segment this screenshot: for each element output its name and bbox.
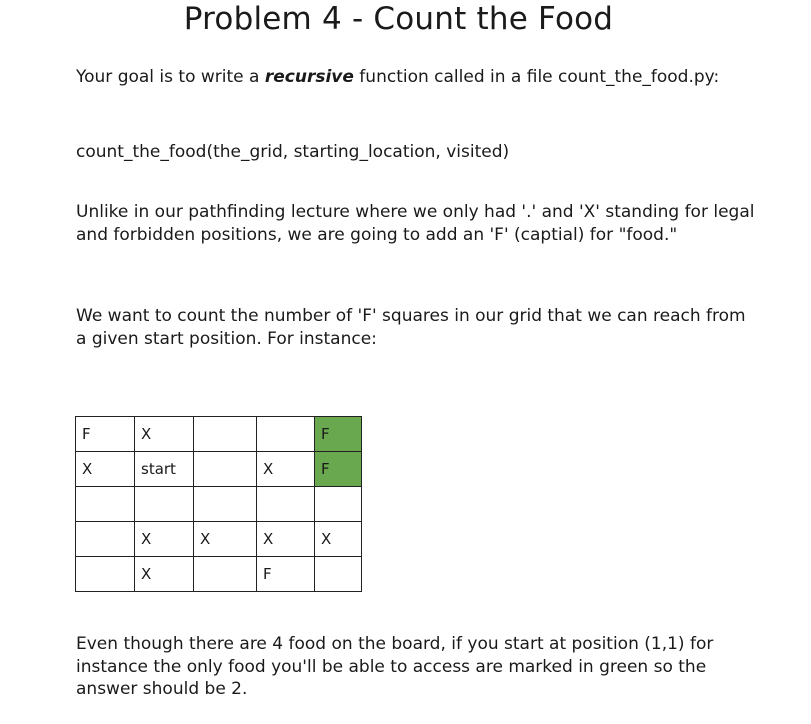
grid-row [76, 557, 362, 592]
grid-cell: X [135, 557, 194, 592]
grid-cell [76, 522, 135, 557]
intro-paragraph [76, 66, 756, 89]
grid-cell [76, 487, 135, 522]
recursive-emphasis: recursive [264, 67, 354, 87]
page-title: Problem 4 - Count the Food [183, 1, 614, 37]
grid-row [76, 452, 362, 487]
grid-cell [257, 417, 315, 452]
grid-cell: X [315, 522, 362, 557]
grid-row [76, 522, 362, 557]
grid-cell [194, 417, 257, 452]
grid-cell: F [76, 417, 135, 452]
grid-cell: X [194, 522, 257, 557]
grid-cell: X [76, 452, 135, 487]
grid-cell [194, 557, 257, 592]
grid-cell: X [257, 522, 315, 557]
grid-cell-start: start [135, 452, 194, 487]
task-paragraph: We want to count the number of 'F' squares in our grid that we can reach from a given start position. For instance: [76, 306, 746, 349]
grid-cell [315, 557, 362, 592]
grid-cell: X [135, 522, 194, 557]
intro-text-before: Your goal is to write a [76, 67, 265, 87]
grid-cell [135, 487, 194, 522]
grid-cell: X [257, 452, 315, 487]
grid-cell [194, 487, 257, 522]
grid-row [76, 487, 362, 522]
grid-cell [76, 557, 135, 592]
food-grid [75, 416, 362, 592]
explanation-paragraph: Unlike in our pathfinding lecture where we only had '.' and 'X' standing for legal and forbidden positions, we are going to add an 'F' (captial) for "food." [76, 202, 755, 245]
grid-cell [194, 452, 257, 487]
grid-cell-reachable-food: F [315, 452, 362, 487]
grid-cell: F [257, 557, 315, 592]
function-signature: count_the_food(the_grid, starting_location, visited) [76, 142, 510, 162]
intro-text-after: function called in a file count_the_food.py: [353, 67, 720, 87]
grid-row [76, 417, 362, 452]
grid-cell-reachable-food: F [315, 417, 362, 452]
conclusion-paragraph: Even though there are 4 food on the board, if you start at position (1,1) for instance the only food you'll be able to access are marked in green so the answer should be 2. [76, 634, 714, 699]
grid-cell: X [135, 417, 194, 452]
grid-cell [257, 487, 315, 522]
grid-cell [315, 487, 362, 522]
